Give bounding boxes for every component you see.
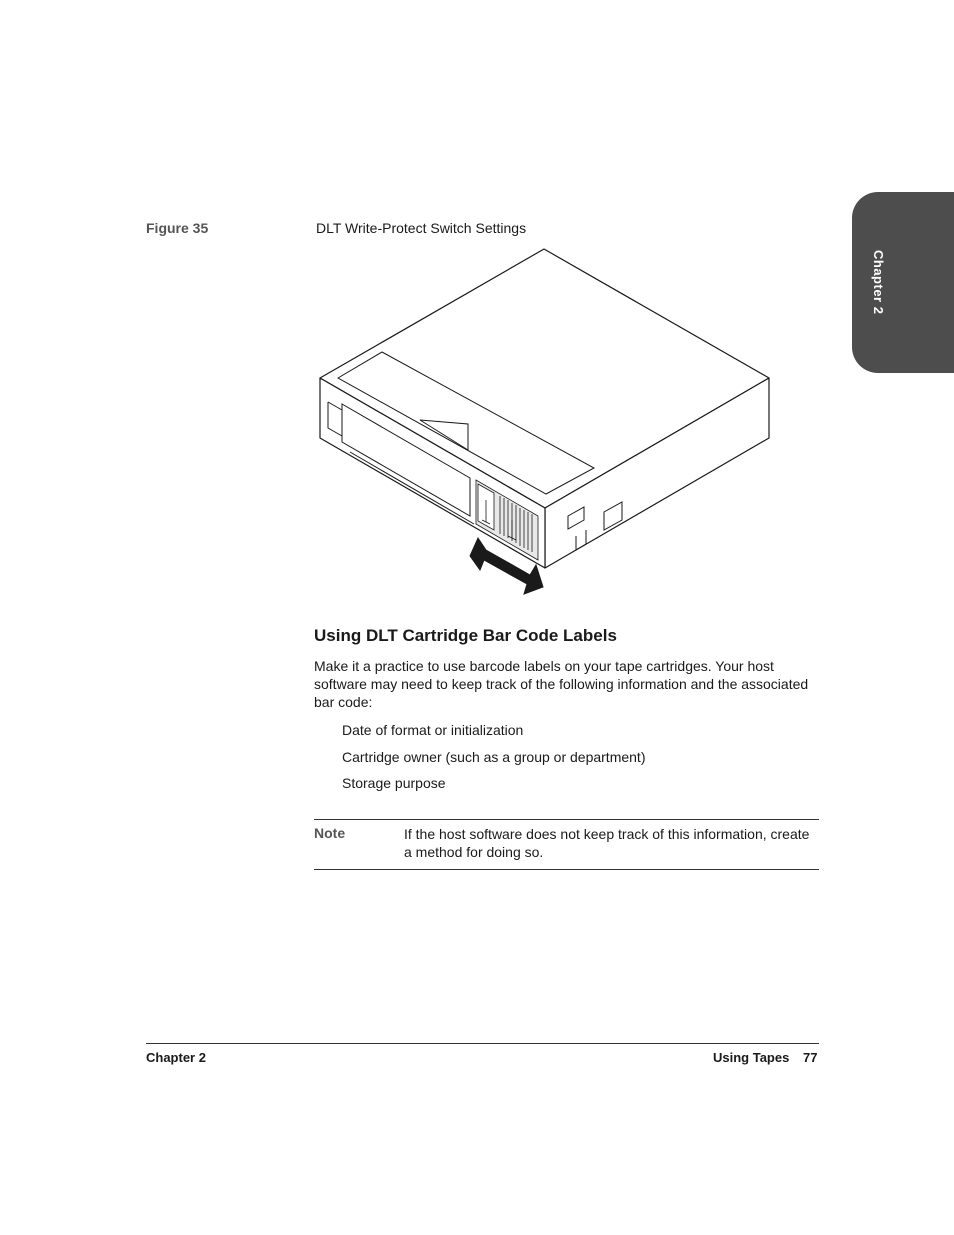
footer-rule <box>146 1043 819 1044</box>
note-text: If the host software does not keep track of this information, create a method for doing so. <box>404 826 810 860</box>
list-item: Date of format or initialization <box>342 722 524 738</box>
footer-chapter: Chapter 2 <box>146 1050 206 1065</box>
section-intro: Make it a practice to use barcode labels on your tape cartridges. Your host software may need to keep track of the following information and the associated bar code: <box>314 658 809 710</box>
note-top-rule <box>314 819 819 820</box>
list-item: Storage purpose <box>342 775 446 791</box>
figure-number: Figure 35 <box>146 220 209 236</box>
section-heading: Using DLT Cartridge Bar Code Labels <box>314 626 617 645</box>
note-bottom-rule <box>314 869 819 870</box>
chapter-side-tab-label: Chapter 2 <box>871 250 886 315</box>
footer-section: Using Tapes <box>713 1050 790 1065</box>
info-list <box>342 720 645 800</box>
page-number: 77 <box>803 1050 818 1065</box>
note-label: Note <box>314 825 346 841</box>
list-item: Cartridge owner (such as a group or department) <box>342 748 646 765</box>
figure-title: DLT Write-Protect Switch Settings <box>316 220 527 236</box>
dlt-cartridge-illustration <box>318 246 772 598</box>
